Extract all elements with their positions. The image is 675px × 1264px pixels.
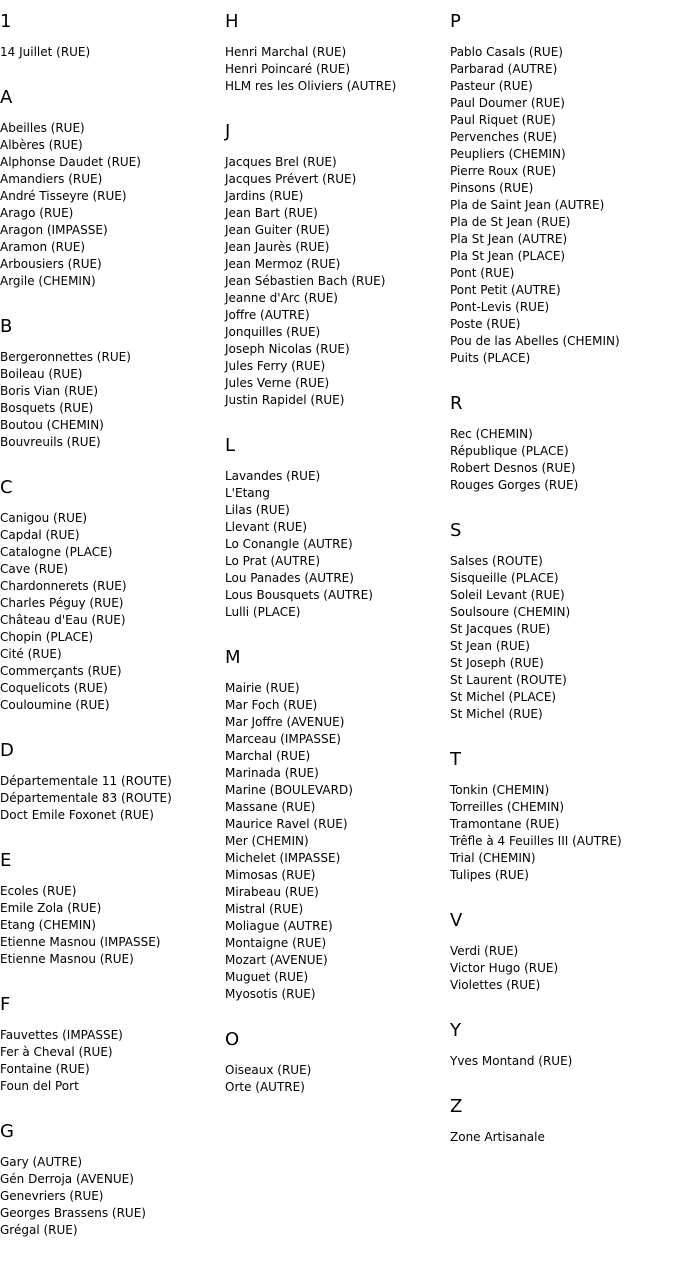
street-link[interactable]: HLM res les Oliviers (AUTRE) [225, 79, 397, 93]
street-link[interactable]: Jean Sébastien Bach (RUE) [225, 274, 386, 288]
letter-section [450, 1019, 675, 1070]
street-link[interactable]: Lilas (RUE) [225, 503, 290, 517]
section-heading: V [450, 910, 463, 931]
letter-section [225, 434, 450, 621]
section-heading: G [0, 1121, 14, 1142]
letter-section [0, 849, 225, 968]
street-link[interactable]: Fer à Cheval (RUE) [0, 1045, 113, 1059]
letter-section [225, 1028, 450, 1096]
street-link[interactable]: Canigou (RUE) [0, 511, 88, 525]
street-link[interactable]: Départementale 11 (ROUTE) [0, 774, 172, 788]
street-list [225, 44, 450, 95]
street-link[interactable]: Bergeronnettes (RUE) [0, 350, 131, 364]
street-link[interactable]: St Joseph (RUE) [450, 656, 544, 670]
street-link[interactable]: Mer (CHEMIN) [225, 834, 309, 848]
street-link[interactable]: Soulsoure (CHEMIN) [450, 605, 571, 619]
section-heading: H [225, 11, 239, 32]
street-link[interactable]: 14 Juillet (RUE) [0, 45, 91, 59]
street-link[interactable]: Aramon (RUE) [0, 240, 86, 254]
street-link[interactable]: Jeanne d'Arc (RUE) [225, 291, 338, 305]
section-heading: D [0, 740, 14, 761]
street-link[interactable]: Doct Emile Foxonet (RUE) [0, 808, 154, 822]
letter-section [225, 120, 450, 409]
street-list [0, 44, 225, 61]
street-link[interactable]: Jean Bart (RUE) [225, 206, 318, 220]
letter-section [0, 993, 225, 1095]
street-link[interactable]: Charles Péguy (RUE) [0, 596, 124, 610]
street-link[interactable]: Torreilles (CHEMIN) [450, 800, 565, 814]
street-link[interactable]: Marceau (IMPASSE) [225, 732, 341, 746]
street-link[interactable]: Fontaine (RUE) [0, 1062, 90, 1076]
street-link[interactable]: Moliague (AUTRE) [225, 919, 333, 933]
street-link[interactable]: Mairie (RUE) [225, 681, 300, 695]
street-link[interactable]: Paul Doumer (RUE) [450, 96, 565, 110]
letter-section [0, 739, 225, 824]
street-list [225, 468, 450, 621]
street-link[interactable]: André Tisseyre (RUE) [0, 189, 127, 203]
section-heading: B [0, 316, 13, 337]
street-link[interactable]: Montaigne (RUE) [225, 936, 327, 950]
street-link[interactable]: Rouges Gorges (RUE) [450, 478, 579, 492]
street-link[interactable]: Etienne Masnou (RUE) [0, 952, 134, 966]
street-list [450, 426, 675, 494]
street-list [0, 120, 225, 290]
street-link[interactable]: Mirabeau (RUE) [225, 885, 319, 899]
street-link[interactable]: Rec (CHEMIN) [450, 427, 533, 441]
directory-column [0, 10, 225, 1264]
street-link[interactable]: Aragon (IMPASSE) [0, 223, 108, 237]
street-link[interactable]: Yves Montand (RUE) [450, 1054, 573, 1068]
street-link[interactable]: Peupliers (CHEMIN) [450, 147, 566, 161]
street-link[interactable]: Marinada (RUE) [225, 766, 319, 780]
street-link[interactable]: Salses (ROUTE) [450, 554, 543, 568]
street-list [0, 1154, 225, 1239]
street-link[interactable]: Abeilles (RUE) [0, 121, 85, 135]
directory-column [450, 10, 675, 1171]
street-link[interactable]: Puits (PLACE) [450, 351, 531, 365]
letter-section [0, 315, 225, 451]
street-link[interactable]: Amandiers (RUE) [0, 172, 103, 186]
street-link[interactable]: Trêfle à 4 Feuilles III (AUTRE) [450, 834, 622, 848]
street-link[interactable]: Lulli (PLACE) [225, 605, 301, 619]
street-link[interactable]: Jacques Prévert (RUE) [225, 172, 357, 186]
section-heading: 1 [0, 11, 12, 32]
street-link[interactable]: Paul Riquet (RUE) [450, 113, 556, 127]
street-link[interactable]: Pla St Jean (AUTRE) [450, 232, 568, 246]
street-link[interactable]: Pinsons (RUE) [450, 181, 534, 195]
street-link[interactable]: Gén Derroja (AVENUE) [0, 1172, 134, 1186]
street-link[interactable]: Ecoles (RUE) [0, 884, 77, 898]
street-link[interactable]: Pont Petit (AUTRE) [450, 283, 561, 297]
street-list [450, 1129, 675, 1146]
street-link[interactable]: Joseph Nicolas (RUE) [225, 342, 350, 356]
street-link[interactable]: Jules Verne (RUE) [225, 376, 330, 390]
street-link[interactable]: Mistral (RUE) [225, 902, 304, 916]
street-link[interactable]: République (PLACE) [450, 444, 569, 458]
street-link[interactable]: Pla St Jean (PLACE) [450, 249, 566, 263]
street-link[interactable]: Cité (RUE) [0, 647, 62, 661]
street-link[interactable]: Boutou (CHEMIN) [0, 418, 104, 432]
street-link[interactable]: Pou de las Abelles (CHEMIN) [450, 334, 620, 348]
letter-section [0, 86, 225, 290]
street-link[interactable]: Sisqueille (PLACE) [450, 571, 559, 585]
street-link[interactable]: Henri Poincaré (RUE) [225, 62, 351, 76]
street-link[interactable]: Grégal (RUE) [0, 1223, 78, 1237]
street-link[interactable]: Marine (BOULEVARD) [225, 783, 353, 797]
street-link[interactable]: Pablo Casals (RUE) [450, 45, 563, 59]
letter-section [450, 392, 675, 494]
street-link[interactable]: Lous Bousquets (AUTRE) [225, 588, 373, 602]
street-link[interactable]: Cave (RUE) [0, 562, 69, 576]
street-link[interactable]: Mar Joffre (AVENUE) [225, 715, 345, 729]
letter-section [225, 646, 450, 1003]
street-link[interactable]: Tulipes (RUE) [450, 868, 529, 882]
street-link[interactable]: Jean Jaurès (RUE) [225, 240, 330, 254]
street-link[interactable]: Emile Zola (RUE) [0, 901, 102, 915]
letter-section [0, 1120, 225, 1239]
street-list [225, 154, 450, 409]
section-heading: P [450, 11, 461, 32]
street-link[interactable]: Mar Foch (RUE) [225, 698, 318, 712]
street-link[interactable]: Pierre Roux (RUE) [450, 164, 557, 178]
street-link[interactable]: Pont (RUE) [450, 266, 515, 280]
street-link[interactable]: Boris Vian (RUE) [0, 384, 99, 398]
street-list [225, 1062, 450, 1096]
street-link[interactable]: Pla de Saint Jean (AUTRE) [450, 198, 605, 212]
street-link[interactable]: Georges Brassens (RUE) [0, 1206, 146, 1220]
street-link[interactable]: Victor Hugo (RUE) [450, 961, 559, 975]
street-list [225, 680, 450, 1003]
section-heading: O [225, 1029, 240, 1050]
street-link[interactable]: Fauvettes (IMPASSE) [0, 1028, 123, 1042]
letter-section [450, 519, 675, 723]
street-link[interactable]: Bosquets (RUE) [0, 401, 94, 415]
street-link[interactable]: L'Etang [225, 486, 270, 500]
street-link[interactable]: Alphonse Daudet (RUE) [0, 155, 141, 169]
street-list [0, 1027, 225, 1095]
street-link[interactable]: Robert Desnos (RUE) [450, 461, 576, 475]
street-list [0, 510, 225, 714]
street-link[interactable]: Soleil Levant (RUE) [450, 588, 565, 602]
street-link[interactable]: Catalogne (PLACE) [0, 545, 113, 559]
section-heading: J [225, 121, 231, 142]
street-link[interactable]: Orte (AUTRE) [225, 1080, 305, 1094]
street-link[interactable]: Jules Ferry (RUE) [225, 359, 326, 373]
street-list [450, 943, 675, 994]
street-link[interactable]: Justin Rapidel (RUE) [225, 393, 345, 407]
street-link[interactable]: Départementale 83 (ROUTE) [0, 791, 172, 805]
street-link[interactable]: St Jean (RUE) [450, 639, 530, 653]
street-link[interactable]: Lavandes (RUE) [225, 469, 321, 483]
street-link[interactable]: Genevriers (RUE) [0, 1189, 104, 1203]
section-heading: R [450, 393, 463, 414]
street-link[interactable]: Gary (AUTRE) [0, 1155, 83, 1169]
street-link[interactable]: Muguet (RUE) [225, 970, 309, 984]
street-link[interactable]: St Michel (PLACE) [450, 690, 557, 704]
street-link[interactable]: Maurice Ravel (RUE) [225, 817, 348, 831]
street-link[interactable]: Albères (RUE) [0, 138, 83, 152]
street-link[interactable]: St Laurent (ROUTE) [450, 673, 567, 687]
section-heading: Z [450, 1096, 463, 1117]
street-link[interactable]: Oiseaux (RUE) [225, 1063, 312, 1077]
street-link[interactable]: Jean Guiter (RUE) [225, 223, 330, 237]
street-link[interactable]: Arago (RUE) [0, 206, 74, 220]
section-heading: Y [450, 1020, 461, 1041]
street-link[interactable]: Bouvreuils (RUE) [0, 435, 101, 449]
street-link[interactable]: St Jacques (RUE) [450, 622, 551, 636]
street-list [450, 553, 675, 723]
street-link[interactable]: Pasteur (RUE) [450, 79, 533, 93]
section-heading: S [450, 520, 462, 541]
letter-section [0, 476, 225, 714]
section-heading: F [0, 994, 11, 1015]
street-link[interactable]: Verdi (RUE) [450, 944, 519, 958]
letter-section [450, 748, 675, 884]
street-link[interactable]: Parbarad (AUTRE) [450, 62, 558, 76]
street-link[interactable]: Jacques Brel (RUE) [225, 155, 337, 169]
section-heading: M [225, 647, 241, 668]
section-heading: A [0, 87, 13, 108]
street-link[interactable]: Capdal (RUE) [0, 528, 80, 542]
street-list [0, 883, 225, 968]
street-link[interactable]: Pervenches (RUE) [450, 130, 557, 144]
street-link[interactable]: Lo Prat (AUTRE) [225, 554, 321, 568]
letter-section [225, 10, 450, 95]
street-link[interactable]: Coquelicots (RUE) [0, 681, 108, 695]
street-link[interactable]: Jean Mermoz (RUE) [225, 257, 341, 271]
street-list [450, 44, 675, 367]
street-link[interactable]: Joffre (AUTRE) [225, 308, 310, 322]
street-link[interactable]: Michelet (IMPASSE) [225, 851, 341, 865]
street-link[interactable]: Zone Artisanale [450, 1130, 545, 1144]
street-link[interactable]: Myosotis (RUE) [225, 987, 316, 1001]
street-link[interactable]: Lou Panades (AUTRE) [225, 571, 354, 585]
street-list [450, 782, 675, 884]
street-link[interactable]: Mimosas (RUE) [225, 868, 316, 882]
street-link[interactable]: Commerçants (RUE) [0, 664, 122, 678]
street-link[interactable]: Argile (CHEMIN) [0, 274, 96, 288]
street-link[interactable]: Mozart (AVENUE) [225, 953, 328, 967]
street-link[interactable]: Arbousiers (RUE) [0, 257, 102, 271]
section-heading: T [450, 749, 461, 770]
street-link[interactable]: Jonquilles (RUE) [225, 325, 321, 339]
street-list [0, 349, 225, 451]
street-list [450, 1053, 675, 1070]
street-link[interactable]: Llevant (RUE) [225, 520, 308, 534]
street-link[interactable]: Henri Marchal (RUE) [225, 45, 347, 59]
street-link[interactable]: Foun del Port [0, 1079, 79, 1093]
street-link[interactable]: Pont-Levis (RUE) [450, 300, 550, 314]
street-list [0, 773, 225, 824]
street-link[interactable]: Tonkin (CHEMIN) [450, 783, 550, 797]
street-link[interactable]: St Michel (RUE) [450, 707, 543, 721]
street-link[interactable]: Château d'Eau (RUE) [0, 613, 126, 627]
street-link[interactable]: Pla de St Jean (RUE) [450, 215, 571, 229]
letter-section [450, 10, 675, 367]
street-link[interactable]: Trial (CHEMIN) [450, 851, 536, 865]
section-heading: E [0, 850, 12, 871]
street-link[interactable]: Violettes (RUE) [450, 978, 541, 992]
street-link[interactable]: Chopin (PLACE) [0, 630, 94, 644]
street-link[interactable]: Marchal (RUE) [225, 749, 311, 763]
section-heading: C [0, 477, 13, 498]
street-link[interactable]: Massane (RUE) [225, 800, 316, 814]
street-link[interactable]: Poste (RUE) [450, 317, 521, 331]
street-link[interactable]: Lo Conangle (AUTRE) [225, 537, 353, 551]
street-link[interactable]: Etang (CHEMIN) [0, 918, 96, 932]
letter-section [0, 10, 225, 61]
street-link[interactable]: Etienne Masnou (IMPASSE) [0, 935, 161, 949]
street-link[interactable]: Tramontane (RUE) [450, 817, 560, 831]
street-link[interactable]: Boileau (RUE) [0, 367, 83, 381]
directory-column [225, 10, 450, 1121]
letter-section [450, 909, 675, 994]
street-link[interactable]: Chardonnerets (RUE) [0, 579, 127, 593]
street-link[interactable]: Couloumine (RUE) [0, 698, 110, 712]
section-heading: L [225, 435, 236, 456]
street-link[interactable]: Jardins (RUE) [225, 189, 304, 203]
letter-section [450, 1095, 675, 1146]
